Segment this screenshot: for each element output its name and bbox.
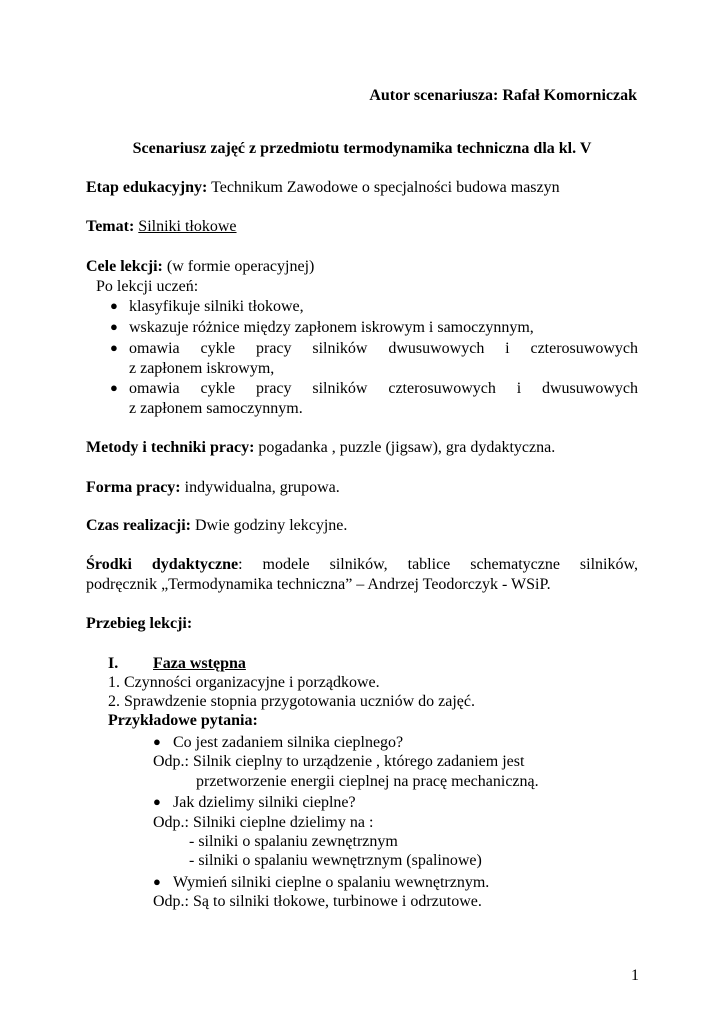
etap-line <box>86 178 560 198</box>
answer-line: Odp.: Silniki cieplne dzielimy na : <box>153 814 374 831</box>
cele-note: (w formie operacyjnej) <box>162 258 315 275</box>
bullet-icon: ● <box>110 340 118 355</box>
questions-heading: Przykładowe pytania: <box>108 712 258 729</box>
page-number: 1 <box>631 967 639 984</box>
faza-step: 2. Sprawdzenie stopnia przygotowania uczniów do zajęć. <box>108 693 475 710</box>
temat-value: Silniki tłokowe <box>138 218 237 235</box>
srodki-text: : modele silników, tablice schematyczne silników, <box>238 556 638 573</box>
answer-line: przetworzenie energii cieplnej na pracę mechaniczną. <box>196 773 539 790</box>
czas-line <box>86 516 347 536</box>
faza-step: 1. Czynności organizacyjne i porządkowe. <box>108 674 380 691</box>
etap-label: Etap edukacyjny: <box>86 179 208 196</box>
metody-label: Metody i techniki pracy: <box>86 439 255 456</box>
author-line: Autor scenariusza: Rafał Komorniczak <box>369 87 637 104</box>
srodki-label: Środki dydaktyczne <box>86 556 239 573</box>
answer-line: Odp.: Są to silniki tłokowe, turbinowe i odrzutowe. <box>153 893 482 910</box>
question-item: Jak dzielimy silniki cieplne? <box>173 794 356 811</box>
bullet-icon: ● <box>153 874 161 889</box>
cele-intro: Po lekcji uczeń: <box>96 278 199 295</box>
metody-line <box>86 438 555 458</box>
cele-item: omawia cykle pracy silników dwusuwowych i czterosuwowych <box>129 340 638 357</box>
forma-label: Forma pracy: <box>86 479 181 496</box>
cele-line <box>86 257 314 277</box>
faza-title: Faza wstępna <box>153 655 246 672</box>
faza-numeral: I. <box>108 655 119 672</box>
cele-item: wskazuje różnice między zapłonem iskrowym i samoczynnym, <box>129 319 534 336</box>
bullet-icon: ● <box>153 734 161 749</box>
answer-line: Odp.: Silnik cieplny to urządzenie , którego zadaniem jest <box>153 753 525 770</box>
cele-item: omawia cykle pracy silników czterosuwowych i dwusuwowych <box>129 380 638 397</box>
document-title: Scenariusz zajęć z przedmiotu termodynamika techniczna dla kl. V <box>132 140 592 157</box>
cele-item: klasyfikuje silniki tłokowe, <box>129 298 304 315</box>
question-item: Co jest zadaniem silnika cieplnego? <box>173 734 404 751</box>
forma-value: indywidualna, grupowa. <box>180 479 340 496</box>
answer-subitem: - silniki o spalaniu zewnętrznym <box>189 833 398 850</box>
cele-item-continuation: z zapłonem iskrowym, <box>129 360 275 377</box>
question-item: Wymień silniki cieplne o spalaniu wewnętrznym. <box>173 874 490 891</box>
czas-value: Dwie godziny lekcyjne. <box>191 517 348 534</box>
answer-subitem: - silniki o spalaniu wewnętrznym (spalinowe) <box>189 852 482 869</box>
bullet-icon: ● <box>153 794 161 809</box>
forma-line <box>86 478 340 498</box>
cele-item-continuation: z zapłonem samoczynnym. <box>129 400 303 417</box>
przebieg-heading: Przebieg lekcji: <box>86 615 193 632</box>
temat-line <box>86 217 237 237</box>
srodki-continuation: podręcznik „Termodynamika techniczna” – Andrzej Teodorczyk - WSiP. <box>86 576 551 593</box>
cele-label: Cele lekcji: <box>86 258 163 275</box>
temat-label: Temat: <box>86 218 135 235</box>
bullet-icon: ● <box>110 298 118 313</box>
etap-value: Technikum Zawodowe o specjalności budowa maszyn <box>207 179 560 196</box>
srodki-line <box>86 555 638 575</box>
bullet-icon: ● <box>110 380 118 395</box>
bullet-icon: ● <box>110 319 118 334</box>
metody-value: pogadanka , puzzle (jigsaw), gra dydaktyczna. <box>254 439 556 456</box>
czas-label: Czas realizacji: <box>86 517 191 534</box>
